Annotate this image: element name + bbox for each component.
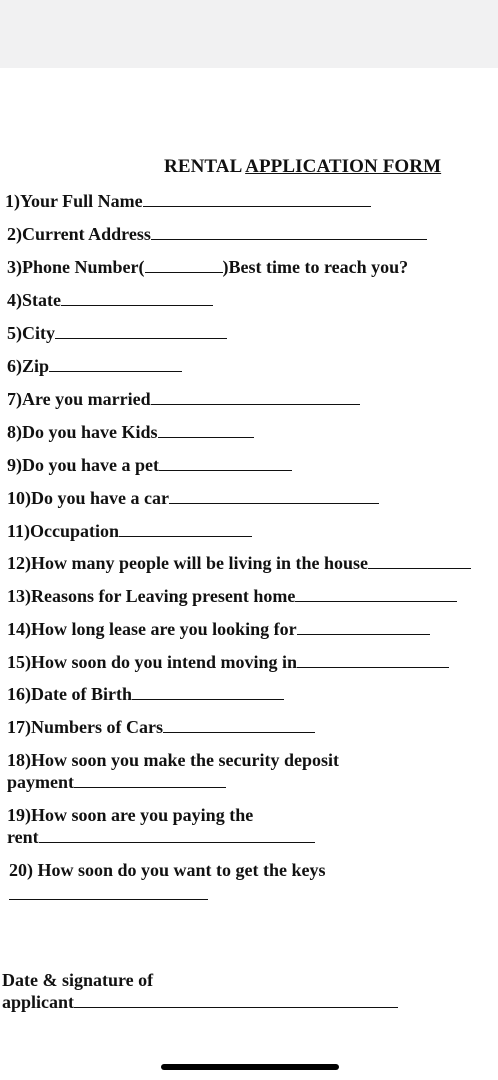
answer-blank[interactable]: [151, 389, 360, 405]
question-label: 14)How long lease are you looking for: [7, 619, 297, 639]
question-label: 11)Occupation: [7, 521, 120, 541]
answer-blank[interactable]: [297, 652, 449, 668]
question-married: [7, 388, 360, 410]
question-number-of-cars: [7, 716, 315, 738]
question-label: 4)State: [7, 290, 61, 310]
answer-blank[interactable]: [55, 323, 227, 339]
question-label: 17)Numbers of Cars: [7, 717, 163, 737]
question-kids: [7, 421, 254, 443]
question-people-in-house: [7, 552, 471, 574]
question-label: 12)How many people will be living in the house: [7, 553, 369, 573]
signature-blank[interactable]: [74, 992, 398, 1008]
question-full-name: [5, 190, 371, 212]
answer-blank[interactable]: [39, 827, 315, 843]
answer-blank[interactable]: [297, 619, 430, 635]
question-get-keys: [9, 859, 326, 881]
answer-blank[interactable]: [9, 899, 208, 900]
form-title: [164, 156, 441, 178]
question-state: [7, 289, 213, 311]
question-label: 19)How soon are you paying the: [7, 805, 254, 825]
answer-blank[interactable]: [159, 455, 292, 471]
question-label-continued: payment: [7, 772, 74, 792]
answer-blank[interactable]: [169, 488, 379, 504]
question-label: 18)How soon you make the security deposit: [7, 750, 339, 770]
answer-blank[interactable]: [132, 684, 284, 700]
form-title-prefix: RENTAL: [164, 156, 246, 177]
signature-field: [2, 991, 398, 1013]
question-lease-length: [7, 618, 430, 640]
answer-blank[interactable]: [158, 422, 254, 438]
form-title-underlined: APPLICATION FORM: [245, 156, 442, 177]
answer-blank[interactable]: [119, 521, 252, 537]
question-label-continued: )Best time to reach you?: [222, 257, 409, 277]
question-label: 10)Do you have a car: [7, 488, 169, 508]
answer-blank[interactable]: [61, 290, 213, 306]
question-label: 7)Are you married: [7, 389, 151, 409]
question-occupation: [7, 520, 252, 542]
question-label: 16)Date of Birth: [7, 684, 132, 704]
signature-label-line2: applicant: [2, 992, 75, 1012]
question-label-continued: rent: [7, 827, 39, 847]
question-paying-rent: [7, 804, 253, 826]
question-current-address: [7, 223, 427, 245]
answer-blank[interactable]: [143, 191, 371, 207]
question-pet: [7, 454, 292, 476]
question-reasons-leaving: [7, 585, 457, 607]
question-label: 3)Phone Number(: [7, 257, 145, 277]
question-label: 9)Do you have a pet: [7, 455, 159, 475]
signature-label: [2, 969, 153, 991]
question-car: [7, 487, 379, 509]
answer-blank[interactable]: [49, 356, 182, 372]
question-label: 13)Reasons for Leaving present home: [7, 586, 296, 606]
answer-blank[interactable]: [295, 586, 457, 602]
home-indicator[interactable]: [161, 1064, 339, 1070]
question-zip: [7, 355, 182, 377]
question-label: 15)How soon do you intend moving in: [7, 652, 298, 672]
question-label: 1)Your Full Name: [5, 191, 143, 211]
top-status-bar-area: [0, 0, 498, 68]
question-paying-rent-continued: [7, 826, 315, 848]
answer-blank[interactable]: [145, 257, 223, 273]
answer-blank[interactable]: [368, 553, 471, 569]
question-date-of-birth: [7, 683, 284, 705]
question-phone-number: [7, 256, 408, 278]
signature-label-line1: Date & signature of: [2, 970, 154, 990]
question-security-deposit: [7, 749, 339, 771]
question-label: 20) How soon do you want to get the keys: [9, 860, 326, 880]
question-label: 8)Do you have Kids: [7, 422, 158, 442]
answer-blank[interactable]: [151, 224, 427, 240]
question-city: [7, 322, 227, 344]
question-label: 2)Current Address: [7, 224, 151, 244]
question-label: 5)City: [7, 323, 55, 343]
question-label: 6)Zip: [7, 356, 50, 376]
question-moving-in: [7, 651, 449, 673]
answer-blank[interactable]: [163, 717, 315, 733]
answer-blank[interactable]: [74, 772, 226, 788]
question-security-deposit-continued: [7, 771, 226, 793]
